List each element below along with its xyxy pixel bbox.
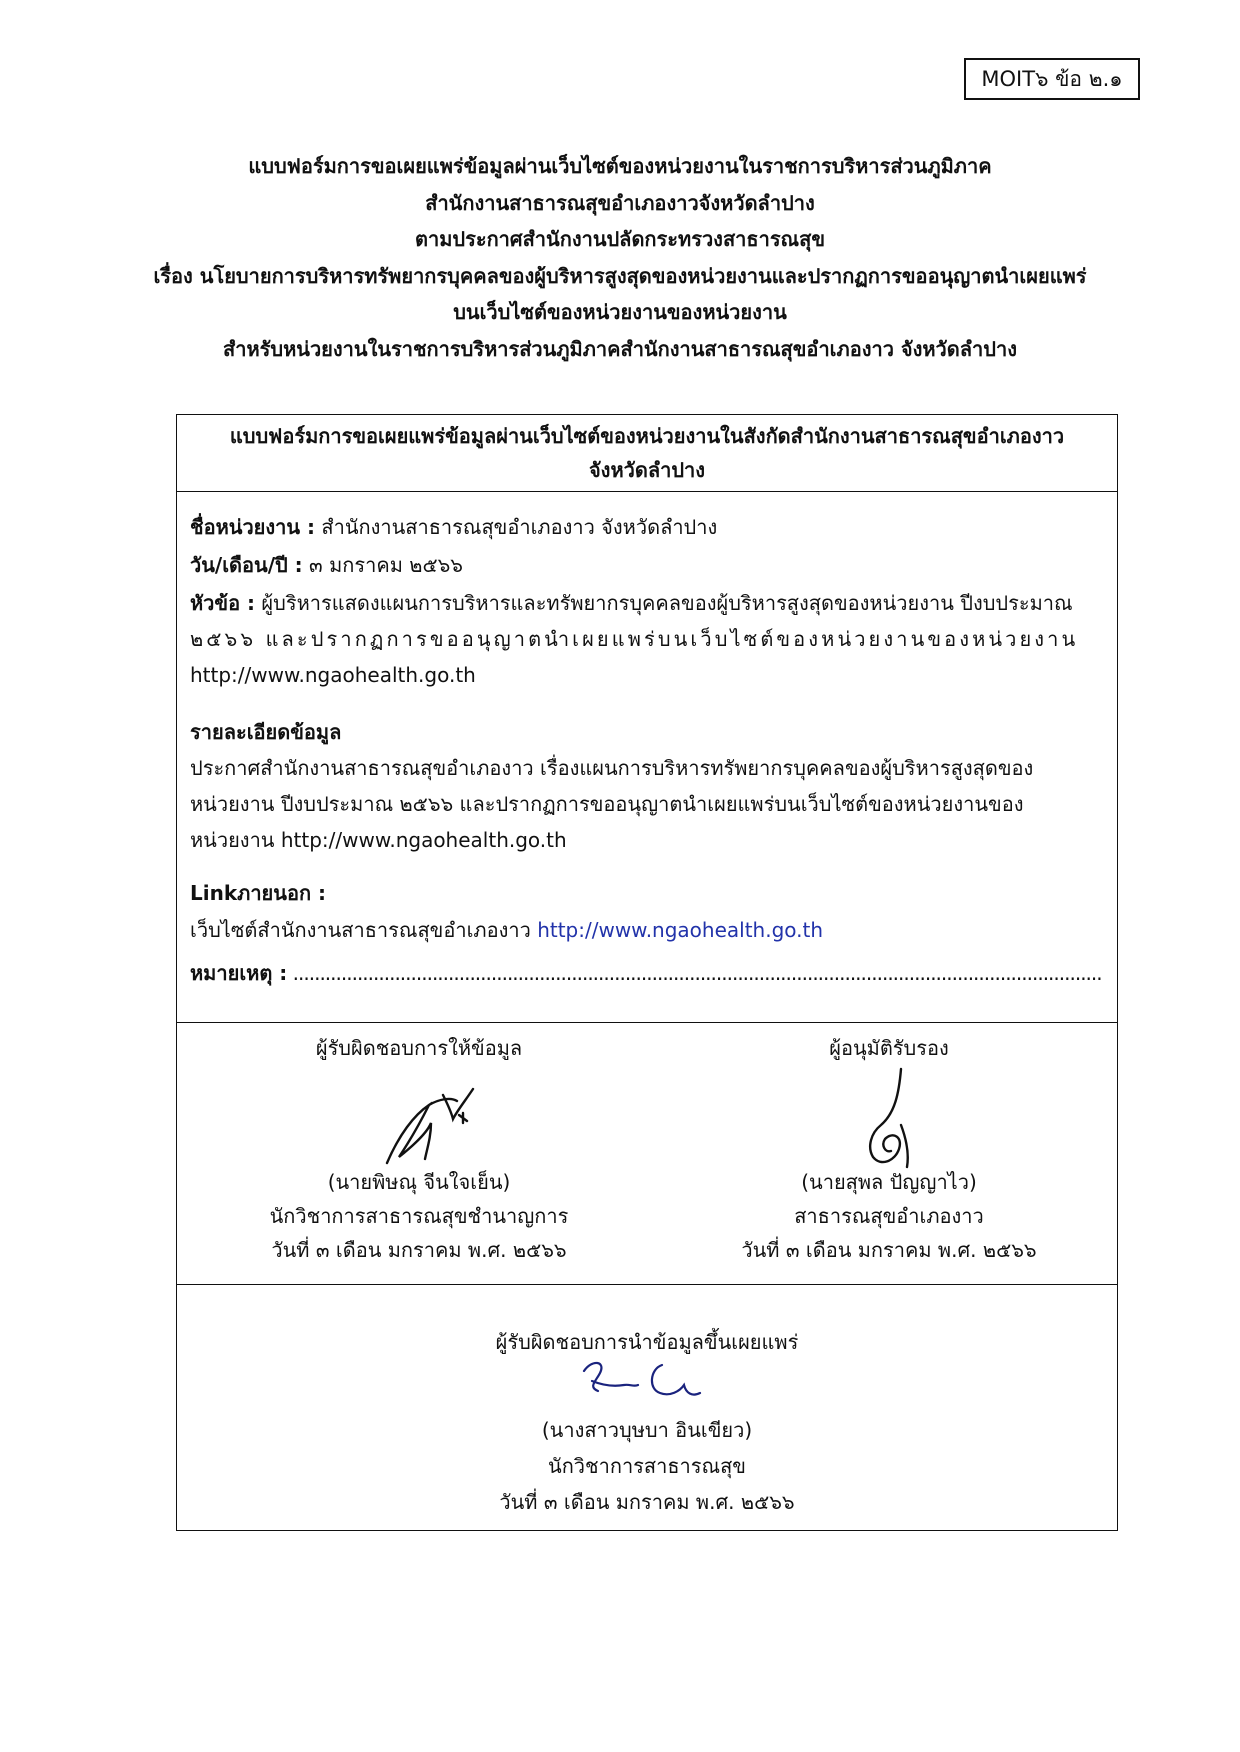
reference-code-text: MOIT๖ ข้อ ๒.๑ [981, 66, 1123, 91]
unit-line [190, 512, 1104, 542]
form-detail-row [177, 492, 1117, 1023]
external-link-label: Linkภายนอก : [190, 881, 327, 905]
provider-role: ผู้รับผิดชอบการให้ข้อมูล [315, 1036, 523, 1060]
remark-line [190, 958, 1104, 988]
remark-label: หมายเหตุ : [190, 961, 288, 985]
document-header [130, 148, 1110, 367]
approver-signature-image [855, 1063, 935, 1173]
publisher-signature-image [572, 1351, 712, 1413]
topic-line-2: ๒๕๖๖ และปรากฏการขออนุญาตนำเผยแพร่บนเว็บไซต์ของหน่วยงานของหน่วยงาน [190, 627, 1079, 651]
date-label: วัน/เดือน/ปี : [190, 553, 303, 577]
document-reference-code [964, 58, 1140, 100]
approver-date: วันที่ ๓ เดือน มกราคม พ.ศ. ๒๕๖๖ [741, 1238, 1037, 1262]
external-link-prefix: เว็บไซต์สำนักงานสาธารณสุขอำเภองาว [190, 918, 538, 942]
header-line-5: บนเว็บไซต์ของหน่วยงานของหน่วยงาน [453, 300, 787, 324]
unit-label: ชื่อหน่วยงาน : [190, 515, 316, 539]
approval-row [177, 1023, 1117, 1285]
topic-label: หัวข้อ : [190, 591, 256, 615]
date-line [190, 550, 1104, 580]
approver-role: ผู้อนุมัติรับรอง [829, 1036, 949, 1060]
unit-value: สำนักงานสาธารณสุขอำเภองาว จังหวัดลำปาง [315, 515, 718, 539]
publisher-row [177, 1285, 1117, 1530]
publisher-date: วันที่ ๓ เดือน มกราคม พ.ศ. ๒๕๖๖ [499, 1490, 795, 1514]
provider-date: วันที่ ๓ เดือน มกราคม พ.ศ. ๒๕๖๖ [271, 1238, 567, 1262]
publisher-name: (นางสาวบุษบา อินเขียว) [541, 1418, 753, 1442]
provider-name: (นายพิษณุ จีนใจเย็น) [327, 1170, 511, 1194]
remark-dots: ....................................................................................................................................................... [287, 961, 1102, 985]
header-line-4: เรื่อง นโยบายการบริหารทรัพยากรบุคคลของผู้บริหารสูงสุดของหน่วยงานและปรากฏการขออนุญาตนำเผยแพร่ [153, 263, 1087, 288]
header-line-6: สำหรับหน่วยงานในราชการบริหารส่วนภูมิภาคสำนักงานสาธารณสุขอำเภองาว จังหวัดลำปาง [223, 336, 1017, 361]
detail-line-3: หน่วยงาน http://www.ngaohealth.go.th [190, 828, 567, 852]
topic-text-1: ผู้บริหารแสดงแผนการบริหารและทรัพยากรบุคคลของผู้บริหารสูงสุดของหน่วยงาน ปีงบประมาณ [255, 591, 1073, 615]
external-link-url[interactable]: http://www.ngaohealth.go.th [537, 918, 824, 942]
form-title-row [177, 415, 1117, 492]
topic-line-3: http://www.ngaohealth.go.th [190, 663, 476, 687]
detail-line-1: ประกาศสำนักงานสาธารณสุขอำเภองาว เรื่องแผนการบริหารทรัพยากรบุคคลของผู้บริหารสูงสุดของ [190, 756, 1034, 780]
provider-signature-image [369, 1075, 489, 1175]
header-line-3: ตามประกาศสำนักงานปลัดกระทรวงสาธารณสุข [414, 227, 825, 251]
form-title-line-2: จังหวัดลำปาง [588, 458, 706, 482]
detail-line-2: หน่วยงาน ปีงบประมาณ ๒๕๖๖ และปรากฏการขออนุญาตนำเผยแพร่บนเว็บไซต์ของหน่วยงานของ [190, 792, 1024, 816]
approver-position: สาธารณสุขอำเภองาว [794, 1204, 984, 1228]
publication-form-table [176, 414, 1118, 1531]
approver-name: (นายสุพล ปัญญาไว) [801, 1170, 977, 1194]
publisher-role: ผู้รับผิดชอบการนำข้อมูลขึ้นเผยแพร่ [495, 1330, 799, 1354]
provider-position: นักวิชาการสาธารณสุขชำนาญการ [269, 1204, 569, 1228]
header-line-2: สำนักงานสาธารณสุขอำเภองาวจังหวัดลำปาง [425, 190, 815, 215]
publisher-position: นักวิชาการสาธารณสุข [548, 1454, 746, 1478]
detail-label: รายละเอียดข้อมูล [190, 720, 342, 744]
header-line-1: แบบฟอร์มการขอเผยแพร่ข้อมูลผ่านเว็บไซต์ของหน่วยงานในราชการบริหารส่วนภูมิภาค [248, 154, 992, 178]
topic-line-1 [190, 588, 1104, 618]
external-link-line [190, 915, 1104, 945]
date-value: ๓ มกราคม ๒๕๖๖ [302, 553, 463, 577]
form-title-line-1: แบบฟอร์มการขอเผยแพร่ข้อมูลผ่านเว็บไซต์ของหน่วยงานในสังกัดสำนักงานสาธารณสุขอำเภองาว [229, 424, 1065, 448]
